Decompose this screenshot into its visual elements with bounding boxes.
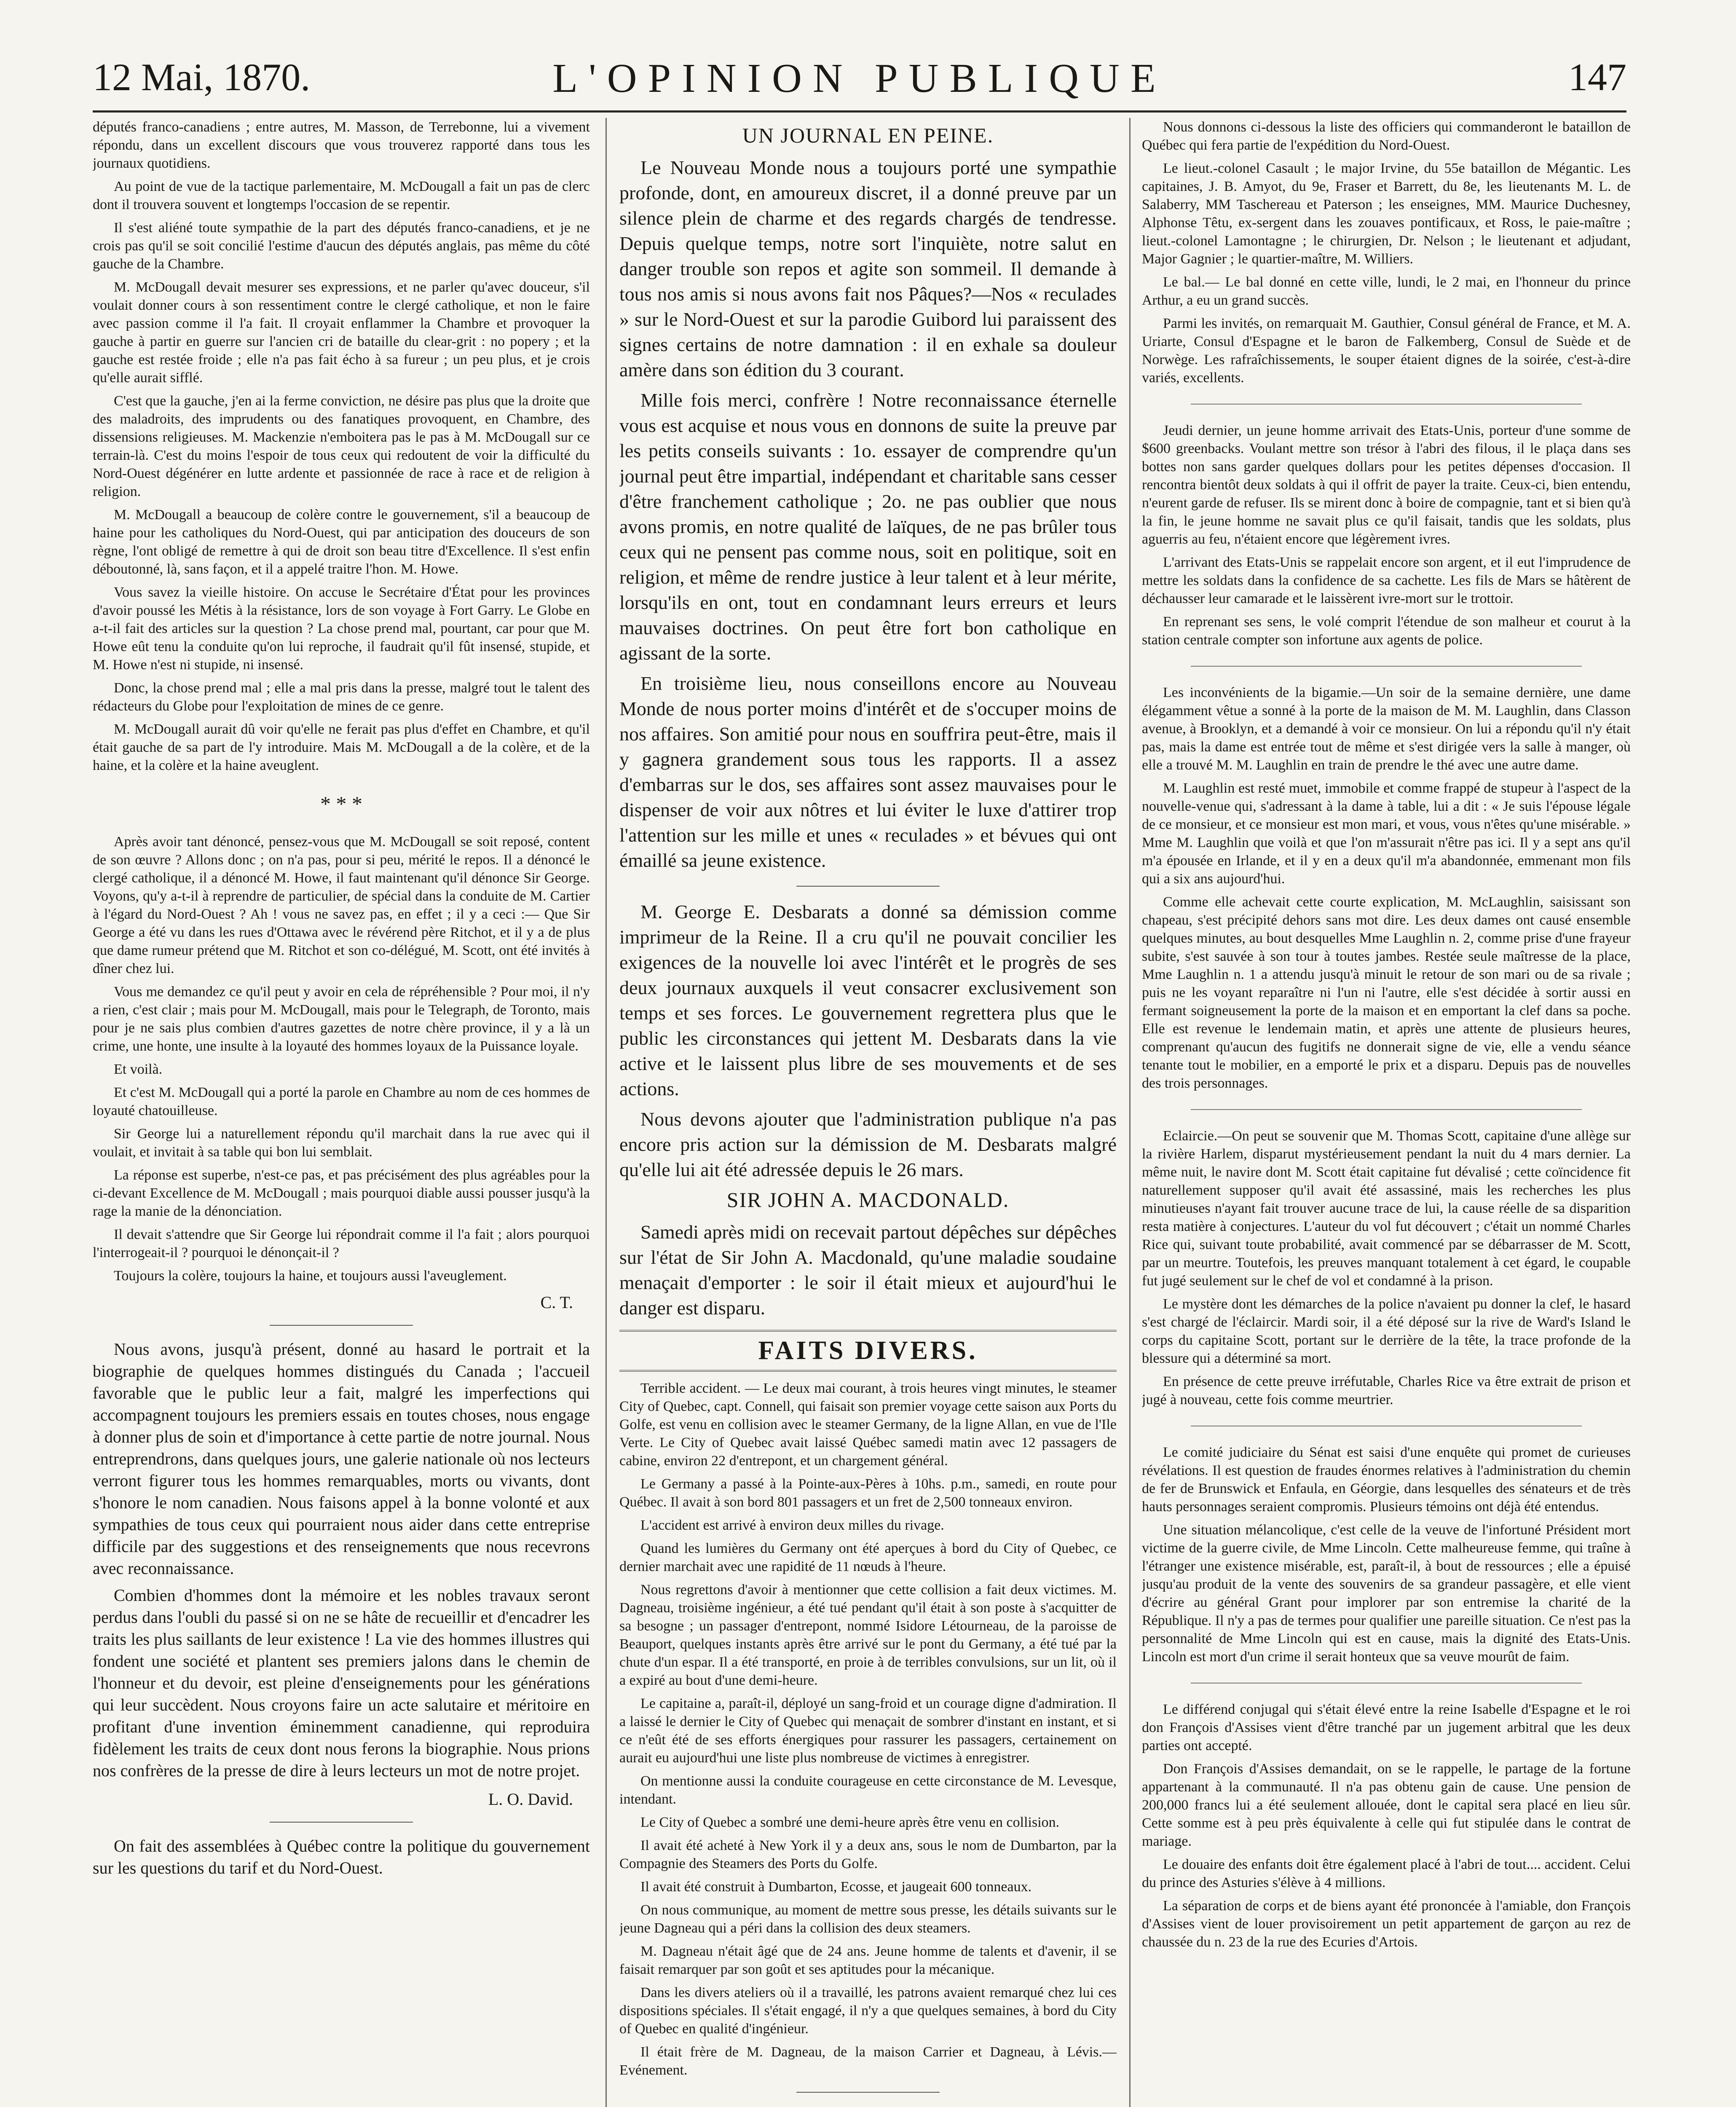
paragraph — [619, 2105, 1117, 2107]
paragraph: Sir George lui a naturellement répondu qu'il marchait dans la rue avec qui il voulait, et invitait à sa table qui bon lui semblait. — [93, 1126, 590, 1160]
paragraph: Il avait été acheté à New York il y a deux ans, sous le nom de Dumbarton, par la Compagnie des Steamers des Ports du Golfe. — [619, 1838, 1117, 1871]
section-rule — [1191, 1109, 1582, 1110]
paragraph: Il devait s'attendre que Sir George lui répondrait comme il l'a fait ; alors pourquoi l'interrogeait-il ? pourquoi le dénonçait-il ? — [93, 1227, 590, 1260]
paragraph: Vous me demandez ce qu'il peut y avoir en cela de répréhensible ? Pour moi, il n'y a rien, c'est clair ; mais pour M. McDougall, mais pour le Telegraph, de Toronto, mais pour je ne sais plus combien d'autres gazettes de notre chère province, il y a là un crime, une honte, une insulte à la loyauté des hommes loyaux de la Puissance loyale. — [93, 984, 590, 1054]
article-body — [619, 899, 1117, 1182]
paragraph: Il s'est aliéné toute sympathie de la part des députés franco-canadiens, et je ne crois pas qu'il se soit concilié l'estime d'aucun des députés anglais, pas même du côté gauche de la Chambre. — [93, 220, 590, 272]
newspaper-title: L'OPINION PUBLIQUE — [552, 56, 1167, 101]
column-middle — [619, 118, 1117, 2107]
paragraph: Et voilà. — [114, 1062, 163, 1077]
paragraph: Toujours la colère, toujours la haine, et toujours aussi l'aveuglement. — [114, 1268, 507, 1284]
paragraph: Le bal.— Le bal donné en cette ville, lundi, le 2 mai, en l'honneur du prince Arthur, a eu un grand succès. — [1142, 274, 1631, 308]
paragraph: Samedi après midi on recevait partout dépêches sur dépêches sur l'état de Sir John A. Macdonald, qu'une maladie soudaine menaçait d'emporter : le soir il était mieux et aujourd'hui le danger est disparu. — [619, 1221, 1117, 1319]
paragraph: Mille fois merci, confrère ! Notre reconnaissance éternelle vous est acquise et nous vous en donnons de suite la preuve par les petits conseils suivants : 1o. essayer de comprendre qu'un journal peut être impartial, indépendant et charitable sans cesser d'être franchement catholique ; 2o. ne pas oublier que nous avons promis, en notre qualité de laïques, de ne pas brûler tous ceux qui ne pensent pas comme nous, soit en politique, soit en religion, et même de rendre justice à leur talent et à leur mérite, lorsqu'ils en ont, tout en condamnant leurs erreurs et leurs mauvaises doctrines. On peut être fort bon catholique en agissant de la sorte. — [619, 389, 1117, 664]
section-rule — [1191, 666, 1582, 667]
section-rule — [796, 2092, 940, 2093]
paragraph: Combien d'hommes dont la mémoire et les nobles travaux seront perdus dans l'oubli du passé si on ne se hâte de recueillir et d'encadrer les traits les plus saillants de leur existence ! La vie des hommes illustres qui fondent une société et plantent ses premiers jalons dans le chemin de l'honneur et du devoir, est pleine d'enseignements pour les générations qui leur succèdent. Nous croyons faire un acte salutaire et méritoire en profitant d'une invention éminemment canadienne, qui reproduira fidèlement les traits de ceux dont nous ferons la biographie. Nous prions nos confrères de la presse de dire à leurs lecteurs un mot de notre projet. — [93, 1586, 590, 1780]
column-left — [93, 118, 590, 2107]
paragraph: Le différend conjugal qui s'était élevé entre la reine Isabelle d'Espagne et le roi don François d'Assises vient d'être tranché par un jugement arbitral que les deux parties ont accepté. — [1142, 1702, 1631, 1753]
section-rule — [796, 886, 940, 887]
paragraph: Jeudi dernier, un jeune homme arrivait des Etats-Unis, porteur d'une somme de $600 greenbacks. Voulant mettre son trésor à l'abri des filous, il le plaça dans ses bottes non sans garder quelques dollars pour les petites dépenses d'occasion. Il rencontra bientôt deux soldats à qui il offrit de payer la traite. Ceux-ci, bien entendu, n'eurent garde de refuser. Ils se mirent donc à boire de compagnie, tant et si bien qu'à la fin, le jeune homme ne savait plus ce qu'il faisait, tandis que les soldats, plus aguerris au feu, n'étaient encore que légèrement ivres. — [1142, 423, 1631, 547]
paragraph: Nous donnons ci-dessous la liste des officiers qui commanderont le bataillon de Québec qui fera partie de l'expédition du Nord-Ouest. — [1142, 119, 1631, 153]
section-heading: FAITS DIVERS. — [619, 1330, 1117, 1372]
author-signature: C. T. — [540, 1293, 573, 1312]
paragraph: Nous avons, jusqu'à présent, donné au hasard le portrait et la biographie de quelques hommes distingués du Canada ; l'accueil favorable que le public leur a fait, malgré les imperfections qui accompagnent toujours les premiers essais en toutes choses, nous engage à donner plus de soin et d'importance à cette partie de notre journal. Nous entreprendrons, dans quelques jours, une galerie nationale où nos lecteurs verront figurer tous les hommes remarquables, morts ou vivants, dont s'honore le nom canadien. Nous faisons appel à la bonne volonté et aux sympathies de tous ceux qui pourraient nous aider dans cette entreprise difficile par des suggestions et des renseignements que nous recevrons avec reconnaissance. — [93, 1340, 590, 1578]
paragraph: Le douaire des enfants doit être également placé à l'abri de tout.... accident. Celui du prince des Asturies s'élève à 4 millions. — [1142, 1857, 1631, 1890]
paragraph: Eclaircie.—On peut se souvenir que M. Thomas Scott, capitaine d'une allège sur la rivière Harlem, disparut mystérieusement pendant la nuit du 4 mars dernier. La même nuit, le navire dont M. Scott était capitaine fut dévalisé ; cette coïncidence fit naturellement supposer qu'il avait été assassiné, mais les recherches les plus minutieuses n'ayant fait trouver aucune trace de lui, la cause réelle de sa disparition resta matière à conjectures. L'auteur du vol fut découvert ; c'était un nommé Charles Rice qui, suivant toute probabilité, avait commencé par se débarrasser de M. Scott, par un meurtre. Toutefois, les preuves manquant totalement à cet égard, le coupable fut jugé seulement sur le chef de vol et condamné à la prison. — [1142, 1128, 1631, 1289]
masthead-rule — [93, 110, 1626, 113]
paragraph: M. George E. Desbarats a donné sa démission comme imprimeur de la Reine. Il a cru qu'il ne pouvait concilier les exigences de la nouvelle loi avec l'intérêt et le progrès de ses deux journaux auxquels il veut consacrer exclusivement son temps et ses forces. Le gouvernement regrettera plus que le public les circonstances qui jettent M. Desbarats dans la vie active et le laissent plus libre de ses mouvements et de ses actions. — [619, 901, 1117, 1099]
paragraph: C'est que la gauche, j'en ai la ferme conviction, ne désire pas plus que la droite que des maladroits, des imprudents ou des fanatiques provoquent, en Chambre, des dissensions religieuses. M. Mackenzie n'emboitera pas le pas à M. McDougall sur ce terrain-là. C'est du moins l'espoir de tous ceux qui redoutent de voir la difficulté du Nord-Ouest dégénérer en lutte ardente et passionnée de race à race et de religion à religion. — [93, 393, 590, 499]
paragraph: Donc, la chose prend mal ; elle a mal pris dans la presse, malgré tout le talent des rédacteurs du Globe pour l'exploitation de mines de ce genre. — [93, 680, 590, 714]
paragraph: Comme elle achevait cette courte explication, M. McLaughlin, saisissant son chapeau, s'est précipité dehors sans mot dire. Les deux dames ont causé ensemble quelques minutes, au bout desquelles Mme Laughlin n. 2, comme prise d'une frayeur subite, s'est sauvée à son tour à toutes jambes. Restée seule maîtresse de la place, Mme Laughlin n. 1 a attendu jusqu'à minuit le retour de son mari ou de sa rivale ; puis ne les voyant reparaître ni l'un ni l'autre, elle s'est décidée à sortir aussi en fermant soigneusement la porte de la maison et en emportant la clef dans sa poche. Elle est revenue le lendemain matin, et après une attente de plusieurs heures, comprenant qu'aucun des fugitifs ne donnerait signe de vie, elle a vendu séance tenante tout le mobilier, en a emporté le prix et a disparu. Depuis pas de nouvelles des trois personnages. — [1142, 894, 1631, 1091]
paragraph: Dans les divers ateliers où il a travaillé, les patrons avaient remarqué chez lui ces dispositions spéciales. Il s'était engagé, il n'y a que quelques semaines, à bord du City of Quebec en qualité d'ingénieur. — [619, 1985, 1117, 2037]
paragraph: Don François d'Assises demandait, on se le rappelle, le partage de la fortune appartenant à la communauté. Il n'a pas obtenu gain de cause. Une pension de 200,000 francs lui a été seulement allouée, dont le capital sera placé en lieu sûr. Cette somme est à peu près équivalente à celle qui fut stipulée dans le contrat de mariage. — [1142, 1761, 1631, 1849]
paragraph: En troisième lieu, nous conseillons encore au Nouveau Monde de nous porter moins d'intérêt et de s'occuper moins de nos affaires. Son amitié pour nous en souffrira peut-être, mais il y gagnera grandement sous tous les rapports. Il a assez d'embarras sur le dos, ses affaires sont assez mauvaises pour le dispenser de voir aux nôtres et lui éviter le luxe d'attirer trop l'attention sur les mille et unes « reculades » et bévues qui ont émaillé sa jeune existence. — [619, 673, 1117, 871]
paragraph: Au point de vue de la tactique parlementaire, M. McDougall a fait un pas de clerc dont il trouvera souvent et longtemps l'occasion de se repentir. — [93, 179, 590, 212]
paragraph: L'accident est arrivé à environ deux milles du rivage. — [640, 1517, 944, 1533]
section-rule — [270, 1822, 413, 1823]
column-divider — [605, 118, 607, 2107]
paragraph: Et c'est M. McDougall qui a porté la parole en Chambre au nom de ces hommes de loyauté chatouilleuse. — [93, 1085, 590, 1118]
article-heading: UN JOURNAL EN PEINE. — [742, 123, 994, 147]
paragraph: Le lieut.-colonel Casault ; le major Irvine, du 55e bataillon de Mégantic. Les capitaines, J. B. Amyot, du 9e, Fraser et Barrett, du 8e, les lieutenants M. L. de Salaberry, MM Taschereau et Paterson ; les enseignes, MM. Maurice Duchesney, Alphonse Têtu, ex-sergent dans les zouaves pontificaux, et Ross, le paie-maître ; lieut.-colonel Lamontagne ; le chirurgien, Dr. Nelson ; le lieutenant et adjudant, Major Gagnier ; le quartier-maître, M. Williers. — [1142, 161, 1631, 267]
paragraph: M. Laughlin est resté muet, immobile et comme frappé de stupeur à l'aspect de la nouvelle-venue qui, s'adressant à la dame à table, lui a dit : « Je suis l'épouse légale de ce monsieur, et ce monsieur est mon mari, et vous, vous n'êtes qu'une misérable. » Mme M. Laughlin que voilà et que l'on m'assurait n'être pas ici. Il y a sept ans qu'il m'a épousée en Irlande, et il y en a deux qu'il m'a abandonnée, emmenant mon fils qui a six ans aujourd'hui. — [1142, 780, 1631, 887]
masthead — [93, 46, 1626, 110]
paragraph: Terrible accident. — Le deux mai courant, à trois heures vingt minutes, le steamer City of Quebec, capt. Connell, qui faisait son premier voyage cette saison aux Ports du Golfe, est venu en collision avec le steamer Germany, de la ligne Allan, en vue de l'Ile Verte. Le City of Quebec avait laissé Québec samedi matin avec 12 passagers de cabine, environ 22 d'entrepont, et un chargement général. — [619, 1381, 1117, 1469]
paragraph: On fait des assemblées à Québec contre la politique du gouvernement sur les questions du tarif et du Nord-Ouest. — [93, 1836, 590, 1877]
paragraph: M. McDougall devait mesurer ses expressions, et ne parler qu'avec douceur, s'il voulait donner cours à son ressentiment contre le clergé catholique, et non le faire avec passion comme il l'a fait. Il croyait enflammer la Chambre et provoquer la gauche à partir en guerre sur l'ancien cri de bataille du clear-grit : no popery ; et la gauche est restée froide ; elle n'a pas fait écho à sa fureur ; un peu plus, et je crois qu'elle aurait sifflé. — [93, 279, 590, 386]
paragraph: Le capitaine a, paraît-il, déployé un sang-froid et un courage digne d'admiration. Il a laissé le dernier le City of Quebec qui menaçait de sombrer d'instant en instant, et si ce n'eût été de ses efforts énergiques pour rassurer les passagers, certainement on aurait eu aujourd'hui une liste plus nombreuse de victimes à enregistrer. — [619, 1696, 1117, 1766]
paragraph: Le mystère dont les démarches de la police n'avaient pu donner la clef, le hasard s'est chargé de l'éclaircir. Mardi soir, il a été déposé sur la rive de Ward's Island le corps du capitaine Scott, portant sur le derrière de la tête, la trace profonde de la blessure qui a déterminé sa mort. — [1142, 1296, 1631, 1366]
paragraph: Il avait été construit à Dumbarton, Ecosse, et jaugeait 600 tonneaux. — [640, 1879, 1032, 1895]
paragraph: Les inconvénients de la bigamie.—Un soir de la semaine dernière, une dame élégamment vêtue a sonné à la porte de la maison de M. M. Laughlin, dans Classon avenue, à Brooklyn, et a demandé à voir ce monsieur. On lui a répondu qu'il n'y était pas, mais la dame est entrée tout de même et s'est dirigée vers la salle à manger, où elle a trouvé M. M. Laughlin en train de prendre le thé avec une autre dame. — [1142, 685, 1631, 773]
paragraph: Quand les lumières du Germany ont été aperçues à bord du City of Quebec, ce dernier marchait avec une rapidité de 11 nœuds à l'heure. — [619, 1541, 1117, 1574]
page-number: 147 — [1568, 56, 1626, 99]
column-divider — [1129, 118, 1131, 2107]
paragraph: On nous communique, au moment de mettre sous presse, les détails suivants sur le jeune Dagneau qui a péri dans la collision des deux steamers. — [619, 1902, 1117, 1936]
issue-date: 12 Mai, 1870. — [93, 56, 311, 99]
author-signature: L. O. David. — [488, 1790, 573, 1809]
paragraph: Après avoir tant dénoncé, pensez-vous que M. McDougall se soit reposé, content de son œuvre ? Allons donc ; on n'a pas, pour si peu, mérité le repos. Il a dénoncé le clergé catholique, il a dénoncé M. Howe, il faut maintenant qu'il dénonce Sir George. Voyons, qu'y a-t-il à reprendre de particulier, de spécial dans la conduite de M. Cartier à l'égard du Nord-Ouest ? Ah ! vous ne savez pas, en effet ; il y a ceci :— Que Sir George a été vu dans les rues d'Ottawa avec le révérend père Ritchot, et il y a de plus que dame rumeur prétend que M. Ritchot et son co-délégué, M. Scott, ont été invités à dîner chez lui. — [93, 834, 590, 976]
paragraph: Nous regrettons d'avoir à mentionner que cette collision a fait deux victimes. M. Dagneau, troisième ingénieur, a été tué pendant qu'il était à son poste à s'acquitter de sa besogne ; un passager d'entrepont, nommé Isidore Létourneau, de la paroisse de Beauport, quelques instants après être arrivé sur le pont du Germany, a été tué par la chute d'un espar. Il a été transporté, en proie à de terribles convulsions, sur un lit, où il a expiré au bout d'une demi-heure. — [619, 1582, 1117, 1688]
article-body — [619, 1220, 1117, 1321]
paragraph: Nous devons ajouter que l'administration publique n'a pas encore pris action sur la démission de M. Desbarats malgré qu'elle lui ait été adressée depuis le 26 mars. — [619, 1108, 1117, 1180]
paragraph: Le City of Quebec a sombré une demi-heure après être venu en collision. — [640, 1815, 1060, 1830]
section-rule — [270, 1325, 413, 1326]
galerie-announcement — [93, 1338, 590, 1782]
column-right — [1142, 118, 1631, 2107]
paragraph: Une situation mélancolique, c'est celle de la veuve de l'infortuné Président mort victime de la guerre civile, de Mme Lincoln. Cette malheureuse femme, qui traîne à l'étranger une existence misérable, est, paraît-il, à bout de ressources ; elle a épuisé jusqu'au produit de la vente des souvenirs de sa grandeur passagère, et elle vient d'écrire au général Grant pour implorer par son entremise la charité de la République. Il n'y a pas de termes pour qualifier une pareille situation. Ce n'est pas la personnalité de Mme Lincoln qui est en cause, mais la dignité des Etats-Unis. Lincoln est mort d'un crime il serait honteux que sa veuve mourût de faim. — [1142, 1522, 1631, 1665]
paragraph: En reprenant ses sens, le volé comprit l'étendue de son malheur et courut à la station centrale compter son infortune aux agents de police. — [1142, 614, 1631, 648]
article-body — [619, 155, 1117, 873]
paragraph: La réponse est superbe, n'est-ce pas, et pas précisément des plus agréables pour la ci-devant Excellence de M. McDougall ; mais pourquoi diable aussi pousser jusqu'à la rage la manie de la dénonciation. — [93, 1167, 590, 1219]
section-rule — [1191, 404, 1582, 405]
paragraph: M. McDougall aurait dû voir qu'elle ne ferait pas plus d'effet en Chambre, et qu'il était gauche de sa part de l'y introduire. Mais M. McDougall a de la colère, et de la haine, et la colère et la haine aveuglent. — [93, 721, 590, 773]
paragraph: M. McDougall a beaucoup de colère contre le gouvernement, s'il a beaucoup de haine pour les catholiques du Nord-Ouest, qui par anticipation des douceurs de son règne, l'ont obligé de remettre à qui de droit son beau titre d'Excellence. Il s'est enfin déboutonné, là, sans façon, et il a appelé traitre l'hon. M. Howe. — [93, 507, 590, 577]
paragraph: La séparation de corps et de biens ayant été prononcée à l'amiable, don François d'Assises vient de louer provisoirement un petit appartement de garçon au rez de chaussée du n. 23 de la rue des Ecuries d'Artois. — [1142, 1898, 1631, 1950]
paragraph: En présence de cette preuve irréfutable, Charles Rice va être extrait de prison et jugé à nouveau, cette fois comme meurtrier. — [1142, 1374, 1631, 1407]
faits-divers-body — [619, 1379, 1117, 2107]
paragraph: Il était frère de M. Dagneau, de la maison Carrier et Dagneau, à Lévis.—Evénement. — [619, 2044, 1117, 2078]
paragraph: Vous savez la vieille histoire. On accuse le Secrétaire d'État pour les provinces d'avoir poussé les Métis à la résistance, lors de son voyage à Fort Garry. Le Globe en a-t-il fait des articles sur la question ? La chose prend mal, pourtant, car pour que M. Howe eût tenu la conduite qu'on lui reproche, il faudrait qu'il fût insensé, stupide, et M. Howe n'est ni stupide, ni insensé. — [93, 584, 590, 673]
paragraph: Parmi les invités, on remarquait M. Gauthier, Consul général de France, et M. A. Uriarte, Consul d'Espagne et le baron de Falkemberg, Consul de Suède et de Norwège. Les rafraîchissements, le souper étaient dignes de la soirée, c'est-à-dire variés, excellents. — [1142, 316, 1631, 386]
section-ornament: * * * — [320, 792, 362, 815]
paragraph: députés franco-canadiens ; entre autres, M. Masson, de Terrebonne, lui a vivement répondu, dans un excellent discours que vous trouverez rapporté dans tous les journaux quotidiens. — [93, 119, 590, 171]
paragraph: Le Germany a passé à la Pointe-aux-Pères à 10hs. p.m., samedi, en route pour Québec. Il avait à son bord 801 passagers et un fret de 2,500 tonneaux environ. — [619, 1476, 1117, 1510]
paragraph: On mentionne aussi la conduite courageuse en cette circonstance de M. Levesque, intendant. — [619, 1773, 1117, 1807]
paragraph: Le comité judiciaire du Sénat est saisi d'une enquête qui promet de curieuses révélations. Il est question de fraudes énormes relatives à l'administration du chemin de fer de Brunswick et Enfaula, en Géorgie, dans lesquelles des sénateurs et de très hauts personnages seraient compromis. Plusieurs témoins ont déjà été entendus. — [1142, 1445, 1631, 1515]
paragraph: M. Dagneau n'était âgé que de 24 ans. Jeune homme de talents et d'avenir, il se faisait remarquer par son goût et ses aptitudes pour la mécanique. — [619, 1943, 1117, 1977]
article-heading: SIR JOHN A. MACDONALD. — [726, 1188, 1010, 1212]
paragraph: L'arrivant des Etats-Unis se rappelait encore son argent, et il eut l'imprudence de mettre les soldats dans la confidence de sa cachette. Les fils de Mars se hâtèrent de déchausser leur camarade et le laissèrent ivre-mort sur le trottoir. — [1142, 555, 1631, 606]
paragraph: Le Nouveau Monde nous a toujours porté une sympathie profonde, dont, en amoureux discret, il a donné preuve par un silence plein de charme et des regards chargés de tendresse. Depuis quelque temps, notre sort l'inquiète, notre salut en danger trouble son repos et agite son sommeil. Il demande à tous nos amis si nous avons fait nos Pâques?—Nos « reculades » sur le Nord-Ouest et sur la parodie Guibord lui paraissent des signes certains de notre damnation : il en exhale sa douleur amère dans son édition du 3 courant. — [619, 157, 1117, 381]
